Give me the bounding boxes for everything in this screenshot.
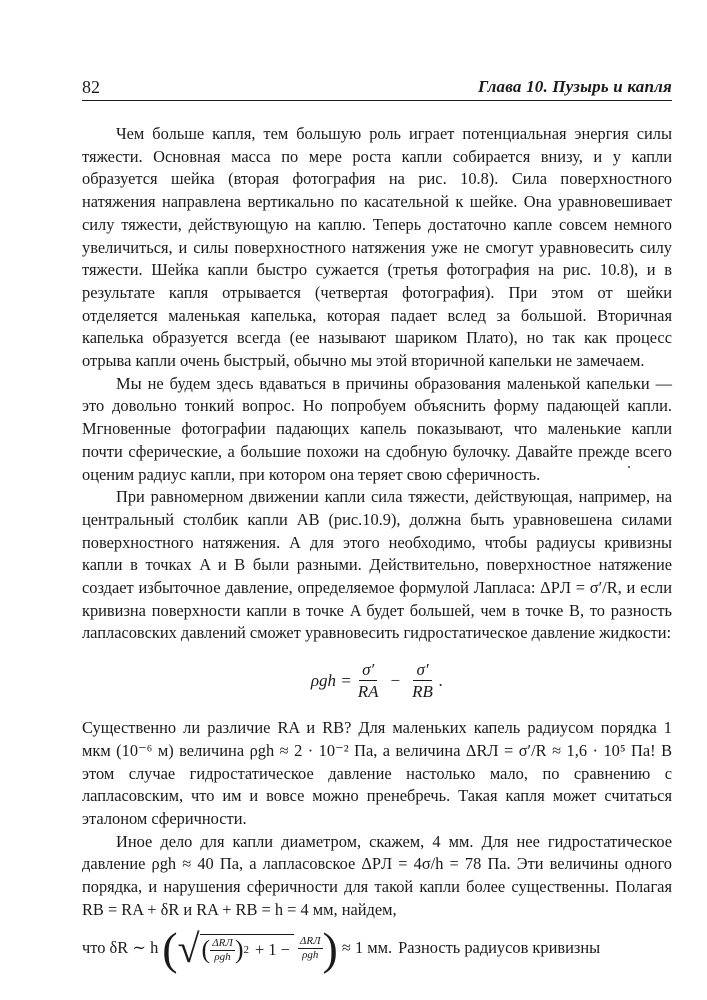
paragraph-2: Мы не будем здесь вдаваться в причины образования маленькой капельки — это довольно тонкий вопрос. Но попробуем объяснить форму падающей капли. Мгновенные фотографии падающих капель показывают, что маленькие капли почти сферические, а большие похожи на сдобную булочку. Давайте прежде всего оценим радиус капли, при котором она теряет свою сферичность. (82, 373, 672, 484)
laplace-formula (82, 645, 672, 717)
estimate-expression (162, 922, 338, 974)
close-paren: ) (322, 922, 338, 974)
estimate-lead: что δR ∼ h (82, 938, 159, 958)
formula-lhs: ρgh = (310, 670, 352, 690)
inner-den: ρgh (214, 950, 231, 963)
formula-fraction-b (409, 660, 436, 703)
sqrt-content: ( $\frac{\text{ΔRЛ}}{\text{ρgh}}$ ) 2 + 1 − (200, 934, 294, 964)
outer-fraction (298, 935, 323, 962)
estimate-result: ≈ 1 мм. (341, 938, 393, 958)
paragraph-5: Иное дело для капли диаметром, скажем, 4 мм. Для нее гидростатическое давление ρgh ≈ 40 Па, а лапласовское ΔPЛ = 4σ/h = 78 Па. Эти величины одного порядка, и нарушения сферичности для такой капли более существенны. Полагая RB = RA + δR и RA + RB = h = 4 мм, найдем, (82, 831, 672, 919)
plus-one-minus: + 1 − (255, 939, 290, 959)
sqrt-sign: √ ( $\frac{\text{ΔRЛ}}{\text{ρgh}}$ ) 2 + 1 − (178, 929, 294, 969)
inner-fraction (210, 937, 235, 964)
running-head: Глава 10. Пузырь и капля (478, 77, 672, 96)
open-paren: ( (162, 922, 178, 974)
formula-num-b: σ′ (413, 660, 431, 681)
formula-fraction-a (355, 660, 382, 703)
body-text (82, 123, 672, 972)
paragraph-1: Чем больше капля, тем большую роль играет потенциальная энергия силы тяжести. Основная масса по мере роста капли собирается внизу, и у капли образуется шейка (вторая фотография на рис. 10.8). Сила поверхностного натяжения направлена вертикально по касательной к шейке. Она уравновешивает силу тяжести, действующую на каплю. Теперь достаточно капле совсем немного увеличиться, и силы поверхностного натяжения уже не смогут уравновесить силу тяжести. Шейка капли быстро сужается (третья фотография на рис. 10.8), и в результате капля отрывается (четвертая фотография). При этом от шейки отделяется маленькая капелька, которая падает вслед за большой. Вторичная капелька образуется всегда (ее называют шариком Плато), но так как процесс отрыва капли очень быстрый, обычно мы этой вторичной капельки не замечаем. (82, 124, 672, 371)
outer-num: ΔRЛ (299, 935, 321, 947)
page-number: 82 (82, 77, 100, 97)
page-header (82, 76, 672, 101)
paragraph-3: При равномерном движении капли сила тяжести, действующая, например, на центральный столбик капли AB (рис.10.9), должна быть уравновешена силами поверхностного натяжения. А для этого необходимо, чтобы радиусы кривизны капли в точках A и B были разными. Действительно, поверхностное натяжение создает избыточное давление, определяемое формулой Лапласа: ΔPЛ = σ′/R, и если кривизна поверхности капли в точке A будет большей, чем в точке B, то разность лапласовских давлений сможет уравновесить гидростатическое давление жидкости: (82, 487, 672, 643)
estimate-line (82, 922, 672, 974)
formula-num-a: σ′ (359, 660, 377, 681)
formula-den-a: RA (357, 681, 379, 701)
inner-num: ΔRЛ (212, 936, 233, 949)
margin-speck (628, 466, 630, 468)
paragraph-4: Существенно ли различие RA и RB? Для маленьких капель радиусом порядка 1 мкм (10⁻⁶ м) величина ρgh ≈ 2 · 10⁻² Па, а величина ΔRЛ = σ′/R ≈ 1,6 · 10⁵ Па! В этом случае гидростатическое давление настолько мало, по сравнению с лапласовским, что им и вовсе можно пренебречь. Такая капля может считаться эталоном сферичности. (82, 718, 672, 828)
estimate-tail: Разность радиусов кривизны (398, 938, 601, 958)
outer-den: ρgh (302, 949, 319, 961)
formula-end: . (438, 670, 444, 690)
formula-minus: − (390, 670, 401, 690)
formula-den-b: RB (412, 681, 433, 701)
